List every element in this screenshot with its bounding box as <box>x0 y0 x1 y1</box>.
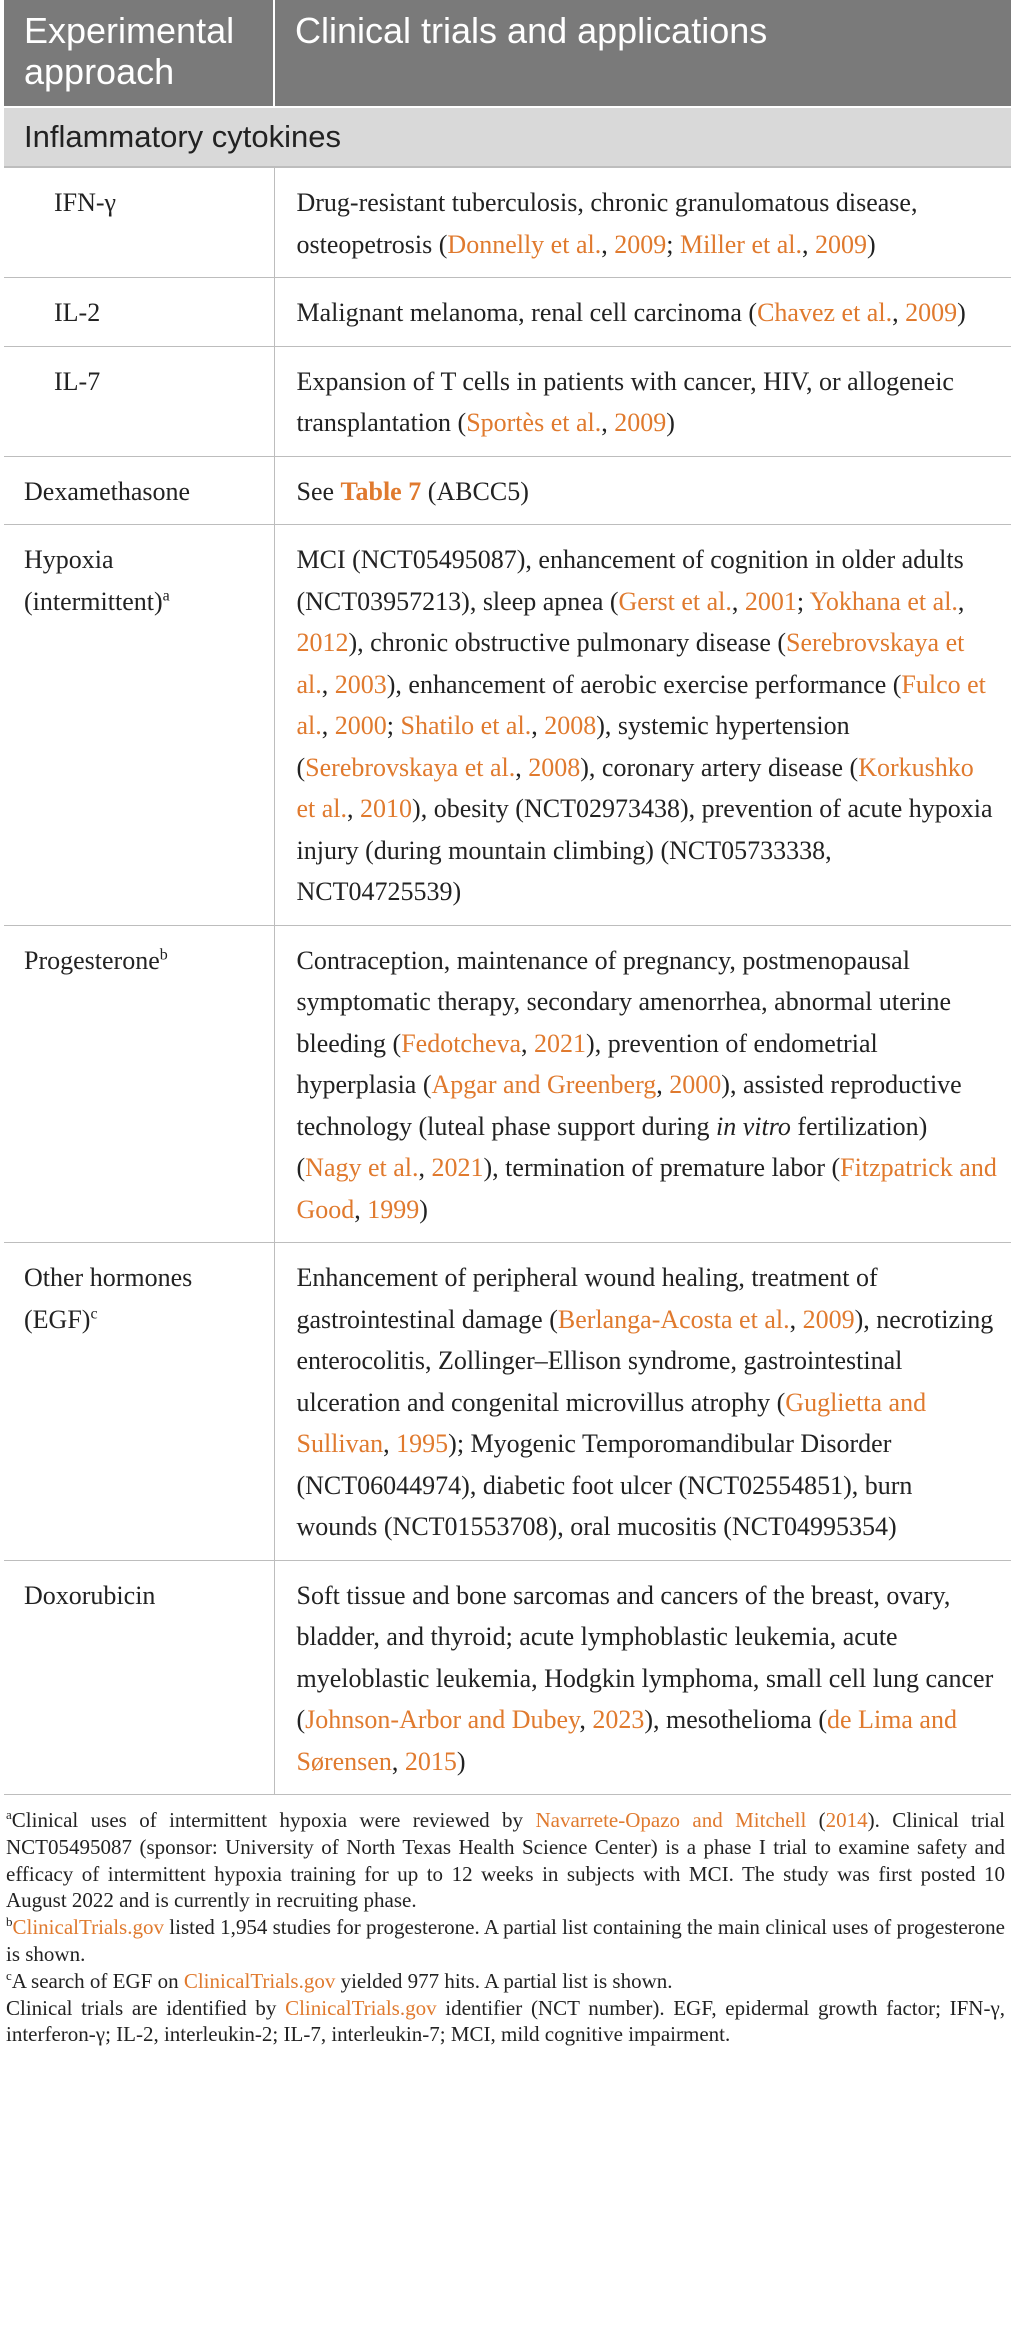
reference-link[interactable]: 2003 <box>334 669 387 699</box>
text-run: , <box>789 1304 803 1334</box>
reference-link[interactable]: Johnson-Arbor and Dubey <box>305 1705 580 1734</box>
applications-cell <box>274 278 1011 347</box>
footnote-marker: a <box>162 586 170 604</box>
reference-link[interactable]: de Lima and Sørensen <box>296 1705 957 1776</box>
approach-cell <box>4 525 274 926</box>
footnote <box>6 1914 1005 1968</box>
text-run: , <box>601 229 615 259</box>
reference-link[interactable]: 2009 <box>814 229 867 259</box>
reference-link[interactable]: 2000 <box>334 711 387 740</box>
approach-label: IL-2 <box>54 298 101 327</box>
footnote-marker: c <box>90 1304 98 1322</box>
text-run: ). Clinical trial NCT05495087 (sponsor: University of North Texas Health Science Center) is a phase I trial to examine safety and efficacy of intermittent hypoxia training for up to 12 weeks in subjects with MCI. The study was first posted 10 August 2022 and is currently in recruiting phase. <box>6 1808 1005 1913</box>
text-run: , <box>347 794 361 823</box>
text-run: ), prevention of endometrial hyperplasia ( <box>296 1028 878 1099</box>
reference-link[interactable]: 2008 <box>528 752 581 782</box>
text-run: ), assisted reproductive technology (luteal phase support during <box>296 1070 962 1141</box>
header-clinical-trials: Clinical trials and applications <box>274 0 1011 107</box>
text-run: Soft tissue and bone sarcomas and cancers of the breast, ovary, bladder, and thyroid; acute lymphoblastic leukemia, acute myeloblastic leukemia, Hodgkin lymphoma, small cell lung cancer ( <box>296 1580 994 1734</box>
text-run: Enhancement of peripheral wound healing, treatment of gastrointestinal damage ( <box>296 1263 878 1334</box>
text-run: ); Myogenic Temporomandibular Disorder (NCT06044974), diabetic foot ulcer (NCT02554851), burn wounds (NCT01553708), oral mucositis (NCT04995354) <box>296 1429 913 1541</box>
text-run: Clinical uses of intermittent hypoxia were reviewed by <box>11 1808 536 1832</box>
reference-link[interactable]: 1995 <box>396 1429 449 1458</box>
approach-label: Doxorubicin <box>24 1580 156 1610</box>
reference-link[interactable]: Korkushko et al. <box>296 752 974 823</box>
text-run: (ABCC5) <box>421 476 529 506</box>
text-run: Clinical trials are identified by <box>6 1995 286 2020</box>
reference-link[interactable]: Gerst et al. <box>618 586 732 616</box>
reference-link[interactable]: Chavez et al. <box>757 298 893 327</box>
text-run: , <box>579 1705 593 1734</box>
reference-link[interactable]: 2009 <box>802 1304 855 1334</box>
clinical-trials-table <box>4 0 1011 1795</box>
table-row <box>4 525 1011 926</box>
footnote <box>6 1968 1005 1995</box>
reference-link[interactable]: Yokhana et al. <box>809 586 958 616</box>
text-run: A search of EGF on <box>11 1968 184 1993</box>
text-run: Contraception, maintenance of pregnancy, postmenopausal symptomatic therapy, secondary amenorrhea, abnormal uterine bleeding ( <box>296 945 952 1058</box>
approach-cell <box>4 167 274 278</box>
footnote <box>6 1995 1005 2049</box>
text-run: , <box>601 408 615 437</box>
reference-link[interactable]: Miller et al. <box>679 229 802 259</box>
text-run: , <box>354 1194 368 1224</box>
text-run: , <box>656 1070 670 1099</box>
table-footnotes <box>0 1795 1015 2048</box>
text-run: ), enhancement of aerobic exercise performance ( <box>386 669 902 699</box>
text-run: MCI (NCT05495087), enhancement of cognition in older adults (NCT03957213), sleep apnea ( <box>296 545 964 616</box>
text-run: ), obesity (NCT02973438), prevention of acute hypoxia injury (during mountain climbing) (NCT05733338, NCT04725539) <box>296 794 993 906</box>
approach-cell <box>4 456 274 525</box>
approach-label: Progesterone <box>24 945 160 975</box>
approach-label: Dexamethasone <box>24 476 191 506</box>
text-run: Drug-resistant tuberculosis, chronic granulomatous disease, osteopetrosis ( <box>296 188 918 259</box>
table-row <box>4 346 1011 456</box>
reference-link[interactable]: Donnelly et al. <box>447 229 602 259</box>
text-run: ( <box>806 1808 826 1832</box>
reference-link[interactable]: 2015 <box>404 1746 457 1776</box>
header-experimental-approach: Experimental approach <box>4 0 274 107</box>
text-run: ; <box>796 586 810 616</box>
reference-link[interactable]: 2009 <box>905 298 958 327</box>
text-run: , <box>515 752 529 782</box>
table-reference-link[interactable]: Table 7 <box>340 476 422 506</box>
approach-label: IFN-γ <box>54 188 117 217</box>
text-run: ), coronary artery disease ( <box>580 752 859 782</box>
approach-label: Other hormones (EGF) <box>24 1263 193 1334</box>
text-run: ), systemic hypertension ( <box>296 711 850 782</box>
text-run: , <box>731 586 745 616</box>
text-run: , <box>892 298 906 327</box>
reference-link[interactable]: Nagy et al. <box>305 1153 419 1182</box>
text-run: ), mesothelioma ( <box>644 1705 828 1734</box>
reference-link[interactable]: 2009 <box>614 408 667 437</box>
text-run: fertilization) ( <box>296 1111 928 1182</box>
applications-cell <box>274 1243 1011 1561</box>
approach-cell <box>4 1560 274 1795</box>
text-run: See <box>296 476 341 506</box>
footnote-marker: c <box>6 1967 12 1983</box>
section-row <box>4 107 1011 167</box>
text-run: , <box>418 1153 432 1182</box>
text-run: ) <box>957 298 966 327</box>
reference-link[interactable]: ClinicalTrials.gov <box>12 1915 164 1940</box>
approach-cell <box>4 278 274 347</box>
reference-link[interactable]: Serebrovskaya et al. <box>305 752 516 782</box>
text-run: , <box>321 669 335 699</box>
text-run: ) <box>419 1194 428 1224</box>
reference-link[interactable]: Apgar and Greenberg <box>431 1070 657 1099</box>
reference-link[interactable]: 2000 <box>669 1070 722 1099</box>
text-run: , <box>391 1746 405 1776</box>
text-run: , <box>521 1028 535 1058</box>
italic-text: in vitro <box>716 1111 791 1141</box>
approach-cell <box>4 346 274 456</box>
text-run: , <box>383 1429 397 1458</box>
table-row <box>4 167 1011 278</box>
text-run: listed 1,954 studies for progesterone. A partial list containing the main clinical uses of progesterone is shown. <box>6 1915 1005 1966</box>
reference-link[interactable]: 2023 <box>592 1705 645 1734</box>
table-row <box>4 925 1011 1243</box>
table-row <box>4 278 1011 347</box>
reference-link[interactable]: 2010 <box>360 794 413 823</box>
reference-link[interactable]: Fitzpatrick and Good <box>296 1153 997 1224</box>
footnote <box>6 1807 1005 1914</box>
reference-link[interactable]: Fulco et al. <box>296 669 986 740</box>
reference-link[interactable]: 2021 <box>534 1028 587 1058</box>
text-run: , <box>801 229 815 259</box>
text-run: ), termination of premature labor ( <box>483 1153 841 1182</box>
text-run: Expansion of T cells in patients with cancer, HIV, or allogeneic transplantation ( <box>296 366 954 437</box>
footnote-marker: a <box>6 1807 12 1822</box>
reference-link[interactable]: ClinicalTrials.gov <box>183 1968 336 1993</box>
text-run: ), chronic obstructive pulmonary disease ( <box>348 628 787 657</box>
reference-link[interactable]: 2009 <box>614 229 667 259</box>
reference-link[interactable]: 1999 <box>367 1194 420 1224</box>
footnote-marker: b <box>159 945 168 963</box>
reference-link[interactable]: 2014 <box>825 1808 868 1832</box>
reference-link[interactable]: Fedotcheva <box>401 1028 522 1058</box>
reference-link[interactable]: 2001 <box>744 586 797 616</box>
reference-link[interactable]: 2012 <box>296 628 349 657</box>
table-row <box>4 1243 1011 1561</box>
approach-cell <box>4 925 274 1243</box>
text-run: , <box>531 711 545 740</box>
reference-link[interactable]: Guglietta and Sullivan <box>296 1387 927 1458</box>
reference-link[interactable]: 2021 <box>431 1153 484 1182</box>
text-run: identifier (NCT number). EGF, epidermal growth factor; IFN-γ, interferon-γ; IL-2, interleukin-2; IL-7, interleukin-7; MCI, mild cognitive impairment. <box>6 1995 1005 2047</box>
approach-label: IL-7 <box>54 366 101 396</box>
applications-cell <box>274 346 1011 456</box>
text-run: ) <box>666 408 675 437</box>
approach-cell <box>4 1243 274 1561</box>
section-title: Inflammatory cytokines <box>4 107 1011 167</box>
reference-link[interactable]: 2008 <box>544 711 597 740</box>
text-run: ; <box>386 711 401 740</box>
reference-link[interactable]: Berlanga-Acosta et al. <box>557 1304 790 1334</box>
text-run: Malignant melanoma, renal cell carcinoma ( <box>296 298 758 327</box>
text-run: , <box>321 711 335 740</box>
reference-link[interactable]: Sportès et al. <box>466 408 602 437</box>
text-run: ) <box>866 229 876 259</box>
reference-link[interactable]: Navarrete-Opazo and Mitchell <box>535 1808 807 1832</box>
reference-link[interactable]: Shatilo et al. <box>400 711 532 740</box>
text-run: yielded 977 hits. A partial list is shown. <box>335 1968 673 1993</box>
reference-link[interactable]: Serebrovskaya et al. <box>296 628 965 699</box>
text-run: ) <box>456 1746 466 1776</box>
text-run: , <box>957 586 965 616</box>
applications-cell <box>274 925 1011 1243</box>
reference-link[interactable]: ClinicalTrials.gov <box>285 1995 437 2020</box>
approach-label: Hypoxia (intermittent) <box>24 545 163 616</box>
table-row <box>4 456 1011 525</box>
footnote-marker: b <box>6 1914 13 1930</box>
table-header-row <box>4 0 1011 107</box>
text-run: ; <box>666 229 680 259</box>
applications-cell <box>274 525 1011 926</box>
applications-cell <box>274 167 1011 278</box>
table-row <box>4 1560 1011 1795</box>
applications-cell <box>274 456 1011 525</box>
text-run: ), necrotizing enterocolitis, Zollinger–Ellison syndrome, gastrointestinal ulceration and congenital microvillus atrophy ( <box>296 1304 994 1417</box>
applications-cell <box>274 1560 1011 1795</box>
